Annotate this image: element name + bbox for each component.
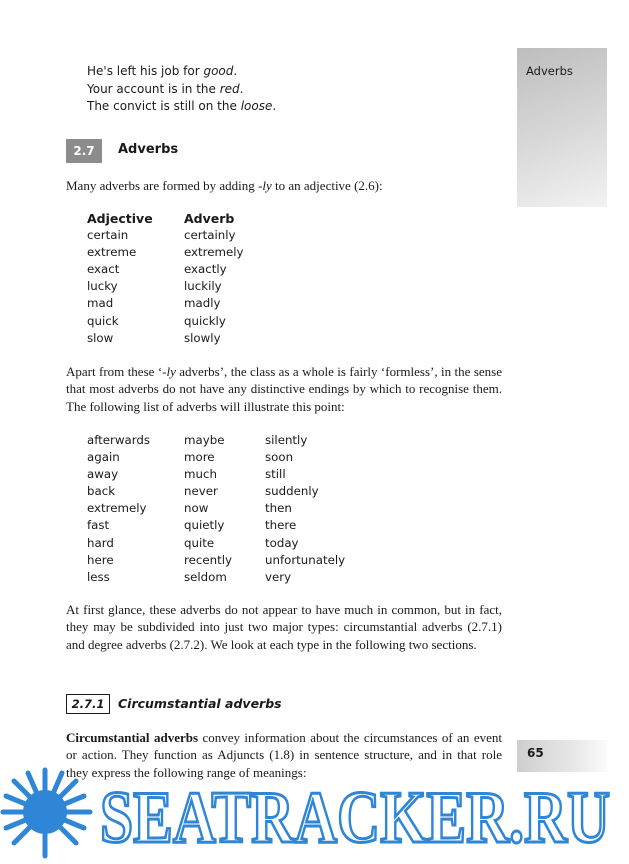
table-cell: madly [184, 296, 221, 311]
side-tab-label: Adverbs [526, 64, 573, 78]
example-sentences [87, 63, 276, 116]
list-item: extremely [87, 501, 147, 516]
subsection-number: 2.7.1 [66, 694, 110, 714]
adverb-column [184, 210, 244, 347]
list-item: afterwards [87, 433, 151, 447]
table-cell: slow [87, 330, 114, 345]
table-cell: luckily [184, 279, 222, 294]
section-title: Adverbs [118, 142, 179, 157]
paragraph-formless: Apart from these ‘-ly adverbs’, the class as a whole is fairly ‘formless’, in the sense that most adverbs do not have any distinctive endings by which to recognise them. The following list of adverbs will illustrate this point: [66, 364, 502, 414]
list-item: more [184, 450, 215, 465]
paragraph-circumstantial: Circumstantial adverbs convey information about the circumstances of an event or action. They function as Adjuncts (1.8) in sentence structure, and in that role they express the following range of meanings: [66, 730, 502, 780]
list-item: silently [265, 433, 308, 447]
adjective-column [87, 210, 153, 347]
list-item: maybe [184, 433, 225, 447]
table-cell: extremely [184, 245, 244, 260]
example-line: The convict is still on the loose. [87, 99, 277, 113]
example-line: Your account is in the red. [87, 81, 244, 96]
list-item: here [87, 552, 114, 567]
list-item: away [87, 467, 119, 482]
table-cell: exact [87, 262, 120, 277]
subsection-title: Circumstantial adverbs [118, 696, 282, 711]
adverb-list-col3 [265, 432, 345, 586]
list-item: back [87, 484, 116, 499]
list-item: hard [87, 535, 114, 550]
paragraph-subdivided: At first glance, these adverbs do not appear to have much in common, but in fact, they may be subdivided into just two major types: circumstantial adverbs (2.7.1) and degree adverbs (2.7.2). We look at each type in the following two sections. [66, 602, 502, 652]
list-item: today [265, 535, 299, 550]
list-item: fast [87, 518, 110, 533]
list-item: now [184, 501, 209, 516]
list-item: much [184, 467, 217, 482]
list-item: quite [184, 535, 215, 550]
section-number: 2.7 [66, 139, 102, 163]
list-item: seldom [184, 569, 227, 584]
list-item: then [265, 501, 292, 516]
page-number: 65 [527, 746, 544, 760]
example-line: He's left his job for good. [87, 64, 238, 78]
adverb-header: Adverb [184, 211, 235, 226]
list-item: unfortunately [265, 552, 346, 567]
adverb-list-col1 [87, 432, 150, 586]
table-cell: slowly [184, 330, 221, 345]
list-item: never [184, 484, 218, 499]
intro-paragraph: Many adverbs are formed by adding -ly to an adjective (2.6): [66, 178, 383, 193]
list-item: still [265, 467, 286, 482]
table-cell: certainly [184, 228, 236, 243]
table-cell: exactly [184, 262, 227, 277]
adverb-list-col2 [184, 432, 232, 586]
list-item: recently [184, 552, 232, 567]
adjective-header: Adjective [87, 211, 153, 226]
list-item: there [265, 518, 297, 533]
list-item: less [87, 569, 110, 584]
table-cell: certain [87, 228, 129, 243]
side-tab [517, 48, 607, 207]
sun-icon [3, 770, 90, 856]
list-item: again [87, 450, 120, 465]
watermark-text: SEATRACKER.RU [100, 777, 610, 859]
table-cell: extreme [87, 245, 137, 260]
table-cell: mad [87, 296, 114, 311]
table-cell: lucky [87, 279, 118, 294]
table-cell: quick [87, 313, 119, 328]
watermark [0, 764, 629, 864]
list-item: suddenly [265, 484, 319, 499]
list-item: quietly [184, 518, 225, 533]
list-item: soon [265, 450, 294, 465]
list-item: very [265, 569, 292, 584]
table-cell: quickly [184, 313, 226, 328]
